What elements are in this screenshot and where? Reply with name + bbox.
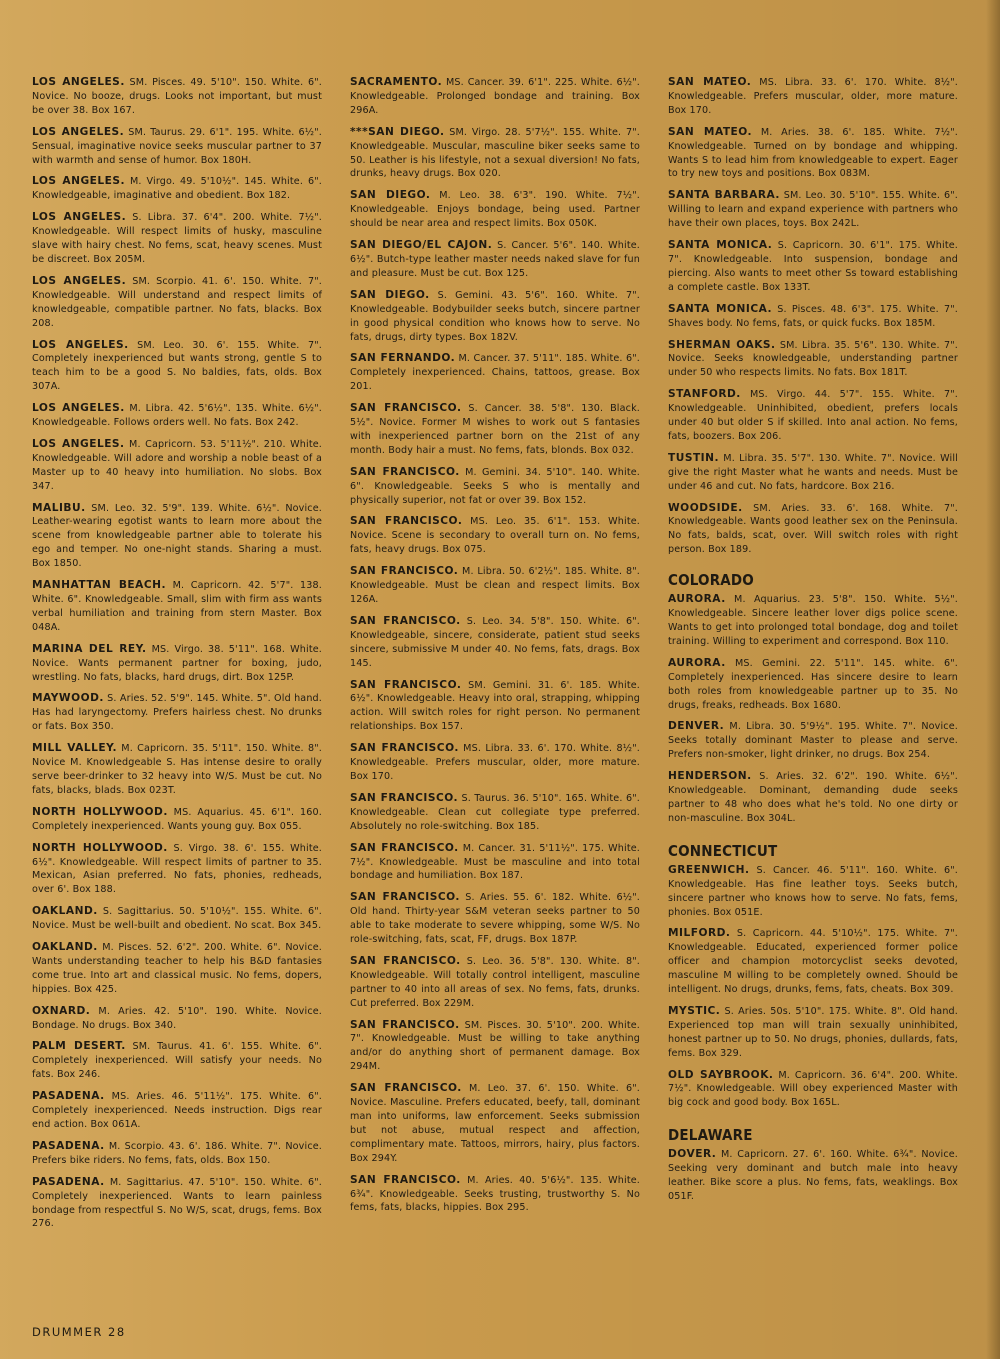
ad-city: MAYWOOD. <box>32 692 104 705</box>
ad-text: MS. Libra. 33. 6'. 170. White. 8½". Knowledgeable. Prefers muscular, older, more mature. Box 170. <box>350 743 640 782</box>
classified-ad <box>32 842 322 898</box>
ad-text: MS. Virgo. 38. 5'11". 168. White. Novice. Wants permanent partner for boxing, judo, wrestling. No fats, blacks, hard drugs, dirt. Box 125P. <box>32 643 322 683</box>
ad-city: MANHATTAN BEACH. <box>32 579 167 592</box>
ad-city: SAN FRANCISCO. <box>350 565 459 578</box>
classified-ad <box>350 1174 640 1216</box>
classified-ad <box>32 1005 322 1033</box>
classified-ad <box>668 593 958 649</box>
ad-city: SAN FRANCISCO. <box>350 891 460 904</box>
ad-text: MS. Aries. 46. 5'11½". 175. White. 6". Completely inexperienced. Needs instruction. Digs rear end action. Box 061A. <box>32 1091 322 1130</box>
ad-city: NORTH HOLLYWOOD. <box>32 805 168 818</box>
ad-city: SAN FRANCISCO. <box>350 841 459 854</box>
ad-city: PASADENA. <box>32 1090 105 1103</box>
ad-city: SAN DIEGO/EL CAJON. <box>350 239 493 252</box>
ad-text: M. Capricorn. 42. 5'7". 138. White. 6". Knowledgeable. Small, slim with firm ass wants verbal humiliation and training from stern Master. Box 048A. <box>32 580 322 633</box>
ad-city: LOS ANGELES. <box>32 125 125 138</box>
ad-text: SM. Leo. 30. 6'. 155. White. 7". Completely inexperienced but wants strong, gentle S to teach him to be a good S. No baldies, fats, olds. Box 307A. <box>32 339 322 393</box>
classified-ad <box>32 438 322 494</box>
ad-text: MS. Libra. 33. 6'. 170. White. 8½". Knowledgeable. Prefers muscular, older, more mature. Box 170. <box>668 77 959 116</box>
classified-ad <box>668 657 958 713</box>
ad-text: M. Aquarius. 23. 5'8". 150. White. 5½". Knowledgeable. Sincere leather lover digs police scene. Wants to get into prolonged total bondage, dog and toilet training. Willing to experiment and correspond. Box 110. <box>668 594 958 647</box>
ad-text: S. Cancer. 5'6". 140. White. 6½". Butch-type leather master needs naked slave for fun and pleasure. Must be cut. Box 125. <box>350 240 640 279</box>
ad-text: M. Aries. 38. 6'. 185. White. 7½". Knowledgeable. Turned on by bondage and whipping. Wants S to lead him from knowledgeable to expert. Eager to try new toys and positions. Box 083M. <box>668 126 958 180</box>
ad-text: SM. Virgo. 28. 5'7½". 155. White. 7". Knowledgeable. Muscular, masculine biker seeks same to 50. Leather is his lifestyle, not a sexual diversion! No fats, drunks, heavy drugs. Box 020. <box>350 126 640 180</box>
ad-text: S. Capricorn. 44. 5'10½". 175. White. 7". Knowledgeable. Educated, experienced former police officer and champion motorcyclist seeks devoted, masculine M willing to be completely owned. Should be intelligent. No drugs, drunks, fems, fats, cheats. Box 309. <box>668 928 958 996</box>
classified-ad <box>350 679 640 735</box>
ad-text: M. Scorpio. 43. 6'. 186. White. 7". Novice. Prefers bike riders. No fems, fats, olds. Box 150. <box>32 1140 322 1166</box>
classified-ad <box>350 615 640 671</box>
ad-text: M. Sagittarius. 47. 5'10". 150. White. 6". Completely inexperienced. Wants to learn painless bondage from respectful S. No W/S, scat, drugs, fems. Box 276. <box>32 1176 322 1230</box>
ad-city: OLD SAYBROOK. <box>668 1068 774 1081</box>
ad-text: M. Virgo. 49. 5'10½". 145. White. 6". Knowledgeable, imaginative and obedient. Box 182. <box>32 176 322 202</box>
ad-city: SAN FRANCISCO. <box>350 678 462 691</box>
ad-city: LOS ANGELES. <box>32 437 125 450</box>
classified-ad <box>668 452 958 494</box>
ad-city: MALIBU. <box>32 501 86 514</box>
ad-text: S. Virgo. 38. 6'. 155. White. 6½". Knowledgeable. Will respect limits of partner to 35. Mexican, Asian preferred. No fats, phonies, redheads, over 6'. Box 188. <box>32 842 322 896</box>
ad-city: SAN DIEGO. <box>350 189 431 202</box>
ad-city: PALM DESERT. <box>32 1040 126 1053</box>
page-spine-shadow <box>986 0 1000 1359</box>
classified-ad <box>32 126 322 168</box>
ad-city: SAN FERNANDO. <box>350 352 456 365</box>
classified-ad <box>350 239 640 281</box>
classified-ad <box>350 76 640 118</box>
ad-city: WOODSIDE. <box>668 501 743 514</box>
ad-city: MILL VALLEY. <box>32 742 118 755</box>
ad-city: HENDERSON. <box>668 770 752 783</box>
column-2 <box>350 76 640 1223</box>
ad-city: LOS ANGELES. <box>32 402 125 415</box>
classified-ad <box>350 352 640 394</box>
ad-city: SANTA MONICA. <box>668 239 773 252</box>
classified-ad <box>350 565 640 607</box>
ad-city: MYSTIC. <box>668 1004 721 1017</box>
classified-ad <box>32 1090 322 1132</box>
ad-city: PASADENA. <box>32 1175 105 1188</box>
classified-ad <box>350 955 640 1011</box>
state-heading: DELAWARE <box>668 1126 753 1145</box>
ad-city: AURORA. <box>668 593 726 606</box>
ad-text: SM. Pisces. 30. 5'10". 200. White. 7". Knowledgeable. Must be willing to take anything and/or do anything short of permanent damage. Box 294M. <box>350 1019 640 1073</box>
classified-ad <box>32 76 322 118</box>
ad-city: SAN MATEO. <box>668 76 752 88</box>
ad-text: M. Cancer. 37. 5'11". 185. White. 6". Completely inexperienced. Chains, tattoos, grease. Box 201. <box>350 353 640 393</box>
ad-text: S. Gemini. 43. 5'6". 160. White. 7". Knowledgeable. Bodybuilder seeks butch, sincere partner in good physical condition who knows how to serve. No fats, drugs, dirty types. Box 182V. <box>350 289 640 343</box>
classified-ad <box>32 339 322 395</box>
classified-ad <box>350 742 640 784</box>
ad-city: SANTA BARBARA. <box>668 189 780 202</box>
ad-city: SAN FRANCISCO. <box>350 614 461 627</box>
ad-text: S. Cancer. 38. 5'8". 130. Black. 5½". Novice. Former M wishes to work out S fantasies with inexperienced partner born on the 21st of any month. Body hair a must. No fems, fats, blonds. Box 032. <box>350 403 640 456</box>
ad-text: MS. Virgo. 44. 5'7". 155. White. 7". Knowledgeable. Uninhibited, obedient, prefers locals under 40 but older S if skilled. Into anal action. No fems, fats, boozers. Box 206. <box>668 389 958 442</box>
ad-city: SAN DIEGO. <box>350 288 430 301</box>
ad-text: M. Pisces. 52. 6'2". 200. White. 6". Novice. Wants understanding teacher to help his B&D fantasies come true. Into art and classical music. No fems, dopers, hippies. Box 425. <box>32 942 322 995</box>
ad-text: S. Pisces. 48. 6'3". 175. White. 7". Shaves body. No fems, fats, or quick fucks. Box 185M. <box>668 303 958 329</box>
ad-text: MS. Aquarius. 45. 6'1". 160. Completely inexperienced. Wants young guy. Box 055. <box>32 806 323 832</box>
classified-ad <box>32 1176 322 1232</box>
ad-city: SAN FRANCISCO. <box>350 1173 461 1186</box>
classified-ad <box>350 126 640 182</box>
ad-text: S. Libra. 37. 6'4". 200. White. 7½". Knowledgeable. Will respect limits of husky, masculine slave with hairy chest. No fems, scat, heavy scenes. Must be discreet. Box 205M. <box>32 212 322 265</box>
classified-ad <box>668 864 958 920</box>
ad-city: LOS ANGELES. <box>32 211 127 224</box>
ad-text: M. Cancer. 31. 5'11½". 175. White. 7½". Knowledgeable. Must be masculine and into total bondage and humiliation. Box 187. <box>350 842 640 882</box>
classified-ad <box>350 891 640 947</box>
classified-ad <box>668 339 958 381</box>
classified-ad <box>32 692 322 734</box>
ad-city: LOS ANGELES. <box>32 338 129 351</box>
classified-ad <box>668 76 958 118</box>
ad-text: MS. Cancer. 39. 6'1". 225. White. 6½". Knowledgeable. Prolonged bondage and training. Box 296A. <box>350 77 640 116</box>
classified-ad <box>32 175 322 203</box>
ad-text: S. Taurus. 36. 5'10". 165. White. 6". Knowledgeable. Clean cut collegiate type preferred. Absolutely no role-switching. Box 185. <box>350 792 641 832</box>
column-1 <box>32 76 322 1239</box>
ad-text: S. Aries. 32. 6'2". 190. White. 6½". Knowledgeable. Dominant, demanding dude seeks partner to 48 who does what he's told. No one dirty or non-masculine. Box 304L. <box>668 771 958 824</box>
classified-ad <box>668 1005 958 1061</box>
ad-text: S. Cancer. 46. 5'11". 160. White. 6". Knowledgeable. Has fine leather toys. Seeks butch, sincere partner who knows how to serve. No fats, fems, phonies. Box 051E. <box>668 864 958 918</box>
classified-ad <box>668 1148 958 1204</box>
classified-ad <box>350 289 640 345</box>
classified-ad <box>668 927 958 997</box>
ad-city: LOS ANGELES. <box>32 175 126 188</box>
ad-city: AURORA. <box>668 656 726 669</box>
ad-text: S. Aries. 55. 6'. 182. White. 6½". Old hand. Thirty-year S&M veteran seeks partner to 50 able to take moderate to severe whipping, some W/S. No role-switching, fats, scat, FF, drugs. Box 187P. <box>350 892 640 946</box>
ad-city: SAN FRANCISCO. <box>350 742 459 755</box>
ad-city: SANTA MONICA. <box>668 302 773 315</box>
ad-city: STANFORD. <box>668 388 741 401</box>
ad-text: SM. Aries. 33. 6'. 168. White. 7". Knowledgeable. Wants good leather sex on the Peninsula. No fats, balds, scat, over. Will switch roles with right person. Box 189. <box>668 502 958 556</box>
ad-text: S. Leo. 36. 5'8". 130. White. 8". Knowledgeable. Will totally control intelligent, masculine partner to 40 into all areas of sex. No fems, fats, drunks. Cut preferred. Box 229M. <box>350 955 640 1009</box>
ad-text: S. Sagittarius. 50. 5'10½". 155. White. 6". Novice. Must be well-built and obedient. No scat. Box 345. <box>32 906 322 932</box>
ad-text: M. Leo. 37. 6'. 150. White. 6". Novice. Masculine. Prefers educated, beefy, tall, dominant man into uniforms, law enforcement. Seeks submission but not abuse, mutual respect and affection, complimentary mate. Tattoos, mirrors, hairy, plus factors. Box 294Y. <box>350 1083 640 1164</box>
ad-text: S. Aries. 52. 5'9". 145. White. 5". Old hand. Has had laryngectomy. Prefers hairless chest. No drunks or fats. Box 350. <box>32 693 322 733</box>
classified-ad <box>668 502 958 558</box>
ad-text: SM. Taurus. 41. 6'. 155. White. 6". Completely inexperienced. Will satisfy your needs. No fats. Box 246. <box>32 1041 322 1081</box>
classified-ad <box>32 579 322 635</box>
classified-ad <box>32 211 322 267</box>
ad-city: SACRAMENTO. <box>350 76 443 88</box>
ad-city: DOVER. <box>668 1148 717 1161</box>
ad-city: ***SAN DIEGO. <box>350 125 445 138</box>
ad-text: SM. Libra. 35. 5'6". 130. White. 7". Novice. Seeks knowledgeable, understanding partner under 50 who respects limits. No fats. Box 181T. <box>668 339 958 379</box>
ad-city: SAN MATEO. <box>668 125 753 138</box>
ad-city: SAN FRANCISCO. <box>350 1018 460 1031</box>
classified-ad <box>668 303 958 331</box>
ad-city: MILFORD. <box>668 927 731 940</box>
classified-ad <box>350 189 640 231</box>
ad-text: M. Capricorn. 27. 6'. 160. White. 6¾". Novice. Seeking very dominant and butch male into heavy leather. Bike score a plus. No fems, fats, weaklings. Box 051F. <box>668 1149 958 1202</box>
ad-text: M. Gemini. 34. 5'10". 140. White. 6". Knowledgeable. Seeks S who is mentally and physically superior, not fat or over 39. Box 152. <box>350 466 641 506</box>
ad-text: M. Leo. 38. 6'3". 190. White. 7½". Knowledgeable. Enjoys bondage, being used. Partner should be near area and respect limits. Box 050K. <box>350 190 640 230</box>
ad-text: M. Libra. 30. 5'9½". 195. White. 7". Novice. Seeks totally dominant Master to please and serve. Prefers non-smoker, light drinker, no drugs. Box 254. <box>668 721 958 761</box>
classified-ad <box>32 742 322 798</box>
ad-text: SM. Gemini. 31. 6'. 185. White. 6½". Knowledgeable. Heavy into oral, strapping, whipping action. Will switch roles for right person. No permanent relationships. Box 157. <box>350 679 641 733</box>
ad-city: MARINA DEL REY. <box>32 642 147 655</box>
classified-ad <box>668 1069 958 1111</box>
classified-ad <box>32 275 322 331</box>
classified-ad <box>32 941 322 997</box>
ad-city: TUSTIN. <box>668 451 720 464</box>
classified-ad <box>350 515 640 557</box>
classified-ad <box>668 388 958 444</box>
classified-ad <box>350 842 640 884</box>
state-heading: COLORADO <box>668 571 754 590</box>
classified-ad <box>668 189 958 231</box>
ad-text: M. Libra. 42. 5'6½". 135. White. 6½". Knowledgeable. Follows orders well. No fats. Box 242. <box>32 403 322 429</box>
ad-city: SAN FRANCISCO. <box>350 1082 462 1095</box>
state-heading: CONNECTICUT <box>668 841 778 860</box>
ad-text: M. Aries. 40. 5'6½". 135. White. 6¾". Knowledgeable. Seeks trusting, trustworthy S. No fems, fats, blacks, hippies. Box 295. <box>350 1174 640 1214</box>
classified-ad <box>32 643 322 685</box>
classified-ad <box>350 402 640 458</box>
ad-city: SAN FRANCISCO. <box>350 515 463 528</box>
ad-city: SHERMAN OAKS. <box>668 338 776 351</box>
ad-city: SAN FRANCISCO. <box>350 402 462 415</box>
ad-text: MS. Leo. 35. 6'1". 153. White. Novice. Scene is secondary to overall turn on. No fems, fats, heavy drugs. Box 075. <box>350 516 640 556</box>
ad-text: SM. Taurus. 29. 6'1". 195. White. 6½". Sensual, imaginative novice seeks muscular partner to 37 with warmth and sense of humor. Box 180H. <box>32 126 322 166</box>
ad-text: M. Capricorn. 36. 6'4". 200. White. 7½". Knowledgeable. Will obey experienced Master with big cock and good body. Box 165L. <box>668 1069 958 1109</box>
classified-ad <box>32 905 322 933</box>
ad-city: OAKLAND. <box>32 941 98 954</box>
ad-city: GREENWICH. <box>668 863 750 876</box>
classified-ad <box>668 770 958 826</box>
ad-city: OXNARD. <box>32 1004 91 1017</box>
ad-text: SM. Scorpio. 41. 6'. 150. White. 7". Knowledgeable. Will understand and respect limits of knowledgeable, compatible partner. No fats, blacks. Box 208. <box>32 275 322 329</box>
classified-ad <box>668 239 958 295</box>
ad-city: NORTH HOLLYWOOD. <box>32 841 168 854</box>
ad-city: LOS ANGELES. <box>32 76 125 88</box>
classified-ad <box>32 402 322 430</box>
classified-ad <box>350 1082 640 1165</box>
ad-city: PASADENA. <box>32 1139 105 1152</box>
ad-text: M. Capricorn. 35. 5'11". 150. White. 8". Novice M. Knowledgeable S. Has intense desire to orally serve beer-drinker to 32 heavy into W/S. Must be cut. No fats, blacks, blads. Box 023T. <box>32 743 322 796</box>
ad-city: OAKLAND. <box>32 905 98 918</box>
ad-text: M. Capricorn. 53. 5'11½". 210. White. Knowledgeable. Will adore and worship a noble beast of a Master up to 40 heavy into humiliation. No slobs. Box 347. <box>32 438 322 492</box>
classified-ad <box>32 1140 322 1168</box>
ad-city: SAN FRANCISCO. <box>350 465 460 478</box>
classified-ad <box>32 806 322 834</box>
classified-ad <box>350 466 640 508</box>
ad-city: LOS ANGELES. <box>32 274 127 287</box>
ad-text: S. Capricorn. 30. 6'1". 175. White. 7". Knowledgeable. Into suspension, bondage and piercing. Also wants to meet other Ss toward establishing a complete castle. Box 133T. <box>668 240 958 293</box>
column-3 <box>668 76 958 1212</box>
ad-text: MS. Gemini. 22. 5'11". 145. white. 6". Completely inexperienced. Has sincere desire to learn both roles from knowledgeable partner up to 35. No drugs, freaks, redheads. Box 1680. <box>668 657 958 711</box>
classified-ad <box>350 792 640 834</box>
ad-text: S. Aries. 50s. 5'10". 175. White. 8". Old hand. Experienced top man will train sexually uninhibited, honest partner up to 50. No drugs, phonies, dullards, fats, fems. Box 329. <box>668 1005 958 1059</box>
ad-city: DENVER. <box>668 720 725 733</box>
classified-ad <box>32 502 322 572</box>
ad-text: SM. Pisces. 49. 5'10". 150. White. 6". Novice. No booze, drugs. Looks not important, but must be over 38. Box 167. <box>32 77 322 116</box>
ad-city: SAN FRANCISCO. <box>350 954 461 967</box>
ad-text: S. Leo. 34. 5'8". 150. White. 6". Knowledgeable, sincere, considerate, patient stud seeks sincere, submissive M under 40. No fems, fats, drags. Box 145. <box>350 615 640 669</box>
ad-text: SM. Leo. 32. 5'9". 139. White. 6½". Novice. Leather-wearing egotist wants to learn more about the scene from knowledgeable partner able to tolerate his ego and temper. No one-night stands. Sharing a must. Box 1850. <box>32 502 322 570</box>
ad-text: M. Aries. 42. 5'10". 190. White. Novice. Bondage. No drugs. Box 340. <box>32 1005 322 1031</box>
classified-ad <box>668 720 958 762</box>
ad-text: M. Libra. 50. 6'2½". 185. White. 8". Knowledgeable. Must be clean and respect limits. Box 126A. <box>350 566 640 605</box>
ad-text: SM. Leo. 30. 5'10". 155. White. 6". Willing to learn and expand experience with partners who have their own places, toys. Box 242L. <box>668 190 958 230</box>
classified-ad <box>350 1019 640 1075</box>
ad-text: M. Libra. 35. 5'7". 130. White. 7". Novice. Will give the right Master what he wants and needs. Must be under 46 and cut. No fats, hardcore. Box 216. <box>668 452 958 492</box>
classified-ad <box>668 126 958 182</box>
classified-ad <box>32 1040 322 1082</box>
ad-city: SAN FRANCISCO. <box>350 791 459 804</box>
page-footer: DRUMMER 28 <box>32 1325 126 1339</box>
